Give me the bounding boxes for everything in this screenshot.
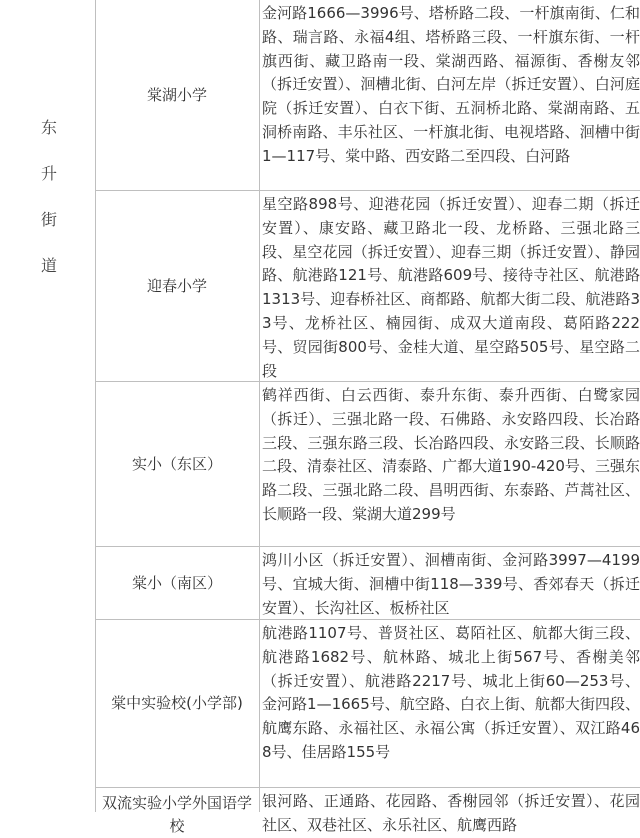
- catchment-area: 鹤祥西街、白云西街、泰升东街、泰升西街、白鹭家园（拆迁）、三强北路一段、石佛路、永安路四段、长冶路三段、三强东路三段、长冶路四段、永安路三段、长顺路二段、清泰社区、清泰路、广都大道190-420号、三强东路二段、三强北路二段、昌明西街、东泰路、芦蒿社区、长顺路一段、棠湖大道299号: [262, 386, 640, 523]
- school-name: 棠小（南区）: [131, 573, 222, 592]
- catchment-area: 航港路1107号、普贤社区、葛陌社区、航都大街三段、航港路1682号、航林路、城北上街567号、香榭美邻（拆迁安置）、航港路2217号、城北上街60—253号、金河路1—1665号、航空路、白衣上街、航都大街四段、航鹰东路、永福社区、永福公寓（拆迁安置）、双江路468号、佳居路155号: [262, 624, 640, 761]
- catchment-area: 金河路1666—3996号、塔桥路二段、一杆旗南街、仁和路、瑞言路、永福4组、塔桥路三段、一杆旗东街、一杆旗西街、藏卫路南一段、棠湖西路、福源街、香榭友邻（拆迁安置）、洄槽北街、白河左岸（拆迁安置）、白河庭院（拆迁安置）、白衣下街、五洞桥北路、棠湖南路、五洞桥南路、丰乐社区、一杆旗北街、电视塔路、洄槽中街1—117号、棠中路、西安路二至四段、白河路: [262, 4, 640, 165]
- school-name: 棠中实验校(小学部): [111, 694, 243, 712]
- district-label: [38, 120, 60, 304]
- district-char: 升: [40, 164, 57, 183]
- table-divider: [259, 0, 260, 812]
- catchment-area: 银河路、正通路、花园路、香榭园邻（拆迁安置）、花园社区、双巷社区、永乐社区、航鹰西路: [262, 792, 640, 834]
- district-char: 街: [40, 210, 57, 229]
- catchment-area: 鸿川小区（拆迁安置）、洄槽南街、金河路3997—4199号、宜城大街、洄槽中街118—339号、香郊春天（拆迁安置）、长沟社区、板桥社区: [262, 551, 640, 617]
- school-name: 迎春小学: [146, 276, 207, 295]
- catchment-area: 星空路898号、迎港花园（拆迁安置）、迎春二期（拆迁安置）、康安路、藏卫路北一段、龙桥路、三强北路三段、星空花园（拆迁安置）、迎春三期（拆迁安置）、静园路、航港路121号、航港路609号、接待寺社区、航港路1313号、迎春桥社区、商都路、航都大街二段、航港路33号、龙桥社区、楠园街、成双大道南段、葛陌路222号、贸园街800号、金桂大道、星空路505号、星空路二段: [262, 195, 640, 380]
- district-char: 东: [40, 118, 57, 137]
- district-char: 道: [40, 256, 57, 275]
- school-name: 双流实验小学外国语学校: [101, 794, 252, 835]
- school-name: 实小（东区）: [131, 454, 222, 473]
- school-name: 棠湖小学: [146, 85, 207, 104]
